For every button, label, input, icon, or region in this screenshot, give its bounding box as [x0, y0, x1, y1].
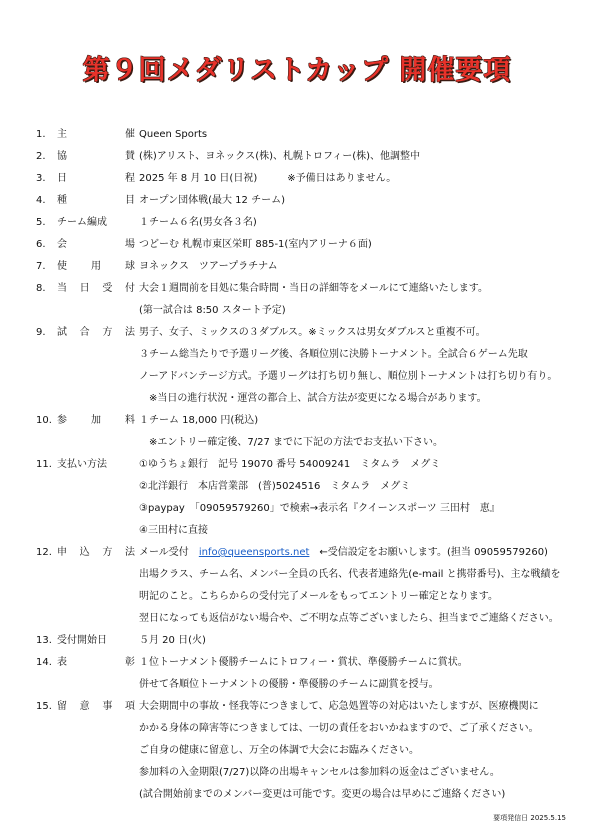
item-line [0, 632, 594, 654]
item-label-part: 込 [79, 547, 90, 558]
item-5 [0, 214, 594, 236]
item-line [0, 412, 594, 434]
item-line [0, 478, 594, 500]
issue-date: 要項発信日 2025.5.15 [493, 814, 566, 822]
item-number: 14. [36, 657, 52, 668]
item-label [57, 192, 135, 209]
item-label [57, 170, 135, 187]
item-line [0, 324, 594, 346]
item-label-part: 付 [124, 283, 135, 294]
item-text: ※エントリー確定後、7/27 までに下記の方法でお支払い下さい。 [139, 437, 444, 448]
item-label-part: 用 [91, 261, 101, 272]
item-text: １位トーナメント優勝チームにトロフィー・賞状、準優勝チームに賞状。 [139, 657, 468, 668]
item-text: 参加料の入金期限(7/27)以降の出場キャンセルは参加料の返金はございません。 [139, 767, 500, 778]
item-line [0, 522, 594, 544]
item-label [57, 324, 135, 341]
item-text: つどーむ 札幌市東区栄町 885-1(室内アリーナ６面) [139, 239, 372, 250]
item-text: 2025 年 8 月 10 日(日祝) ※予備日はありません。 [139, 173, 397, 184]
item-line [0, 236, 594, 258]
item-label [57, 258, 135, 275]
item-label-part: 当 [57, 283, 67, 294]
item-number: 10. [36, 415, 52, 426]
item-text: 翌日になっても返信がない場合や、ご不明な点等ございましたら、担当までご連絡ください。 [139, 613, 559, 624]
item-label [57, 654, 135, 671]
item-line [0, 676, 594, 698]
item-9 [0, 324, 594, 412]
item-1 [0, 126, 594, 148]
item-text: ※当日の進行状況・運営の都合上、試合方法が変更になる場合があります。 [139, 393, 487, 404]
item-text: ご自身の健康に留意し、万全の体調で大会にお臨みください。 [139, 745, 419, 756]
item-line [0, 280, 594, 302]
item-text: ④三田村に直接 [139, 525, 208, 536]
item-12 [0, 544, 594, 632]
item-line [0, 588, 594, 610]
item-label-part: 日 [79, 283, 90, 294]
item-text: Queen Sports [139, 129, 208, 140]
item-14 [0, 654, 594, 698]
item-text: (試合開始前までのメンバー変更は可能です。変更の場合は早めにご連絡ください) [139, 789, 506, 800]
item-line [0, 390, 594, 412]
item-number: 6. [36, 239, 46, 250]
item-label-part: 受 [102, 283, 113, 294]
item-text: ５月 20 日(火) [139, 635, 206, 646]
item-label [57, 214, 135, 231]
item-label [57, 544, 135, 561]
item-label-part: 球 [125, 261, 135, 272]
item-line [0, 434, 594, 456]
item-line [0, 148, 594, 170]
page-title: 第９回メダリストカップ 開催要項 [82, 55, 512, 86]
item-label-part: 方 [102, 547, 113, 558]
item-text: (第一試合は 8:50 スタート予定) [139, 305, 286, 316]
item-3 [0, 170, 594, 192]
item-text: 出場クラス、チーム名、メンバー全員の氏名、代表者連絡先(e-mail と携帯番号)、主な戦績を [139, 569, 561, 580]
item-line [0, 610, 594, 632]
item-line [0, 720, 594, 742]
item-8 [0, 280, 594, 324]
item-number: 5. [36, 217, 46, 228]
item-line [0, 654, 594, 676]
item-label [57, 412, 135, 429]
item-15 [0, 698, 594, 808]
item-text: ①ゆうちょ銀行 記号 19070 番号 54009241 ミタムラ メグミ [139, 459, 441, 470]
item-number: 9. [36, 327, 46, 338]
item-label-part: 事 [102, 701, 113, 712]
item-label [57, 126, 135, 143]
item-label-part: 方 [102, 327, 113, 338]
item-text: ②北洋銀行 本店営業部 (普)5024516 ミタムラ メグミ [139, 481, 411, 492]
email-prefix: メール受付 [139, 547, 199, 558]
item-label-part: 賛 [125, 151, 135, 162]
item-text: ノーアドバンテージ方式。予選リーグは打ち切り無し、順位別トーナメントは打ち切り有り。 [139, 371, 558, 382]
item-line [0, 214, 594, 236]
item-text [139, 544, 548, 561]
item-line [0, 456, 594, 478]
item-label-part: 支払い方法 [57, 459, 107, 470]
item-label-part: 日 [57, 173, 67, 184]
item-label [57, 148, 135, 165]
item-label [57, 236, 135, 253]
item-label-part: 受付開始日 [57, 635, 107, 646]
item-label-part: 彰 [125, 657, 135, 668]
item-label-part: 参 [57, 415, 67, 426]
item-label-part: 種 [57, 195, 67, 206]
item-label-part: 法 [124, 547, 135, 558]
item-label [57, 698, 135, 715]
item-13 [0, 632, 594, 654]
item-line [0, 368, 594, 390]
item-label-part: 主 [57, 129, 67, 140]
item-label-part: 申 [57, 547, 67, 558]
item-label-part: 留 [57, 701, 67, 712]
item-text: 併せて各順位トーナメントの優勝・準優勝のチームに副賞を授与。 [139, 679, 439, 690]
item-line [0, 170, 594, 192]
item-number: 11. [36, 459, 52, 470]
item-number: 15. [36, 701, 52, 712]
item-label-part: 場 [125, 239, 135, 250]
item-number: 1. [36, 129, 46, 140]
item-label [57, 456, 135, 473]
item-text: ３チーム総当たりで予選リーグ後、各順位別に決勝トーナメント。全試合６ゲーム先取 [139, 349, 528, 360]
item-text: ヨネックス ツアープラチナム [139, 261, 278, 272]
email-link[interactable]: info@queensports.net [198, 547, 310, 558]
item-line [0, 192, 594, 214]
item-label-part: 程 [125, 173, 135, 184]
item-line [0, 566, 594, 588]
item-line [0, 764, 594, 786]
item-number: 13. [36, 635, 52, 646]
item-6 [0, 236, 594, 258]
item-text: 大会期間中の事故・怪我等につきまして、応急処置等の対応はいたしますが、医療機関に [139, 701, 539, 712]
item-label-part: 試 [57, 327, 67, 338]
item-2 [0, 148, 594, 170]
item-list [0, 126, 594, 808]
item-line [0, 126, 594, 148]
item-text: 男子、女子、ミックスの３ダブルス。※ミックスは男女ダブルスと重複不可。 [139, 327, 486, 338]
item-label [57, 632, 135, 649]
item-line [0, 786, 594, 808]
item-text: (株)アリスト、ヨネックス(株)、札幌トロフィー(株)、他調整中 [139, 151, 421, 162]
item-line [0, 346, 594, 368]
item-text: 大会１週間前を目処に集合時間・当日の詳細等をメールにて連絡いたします。 [139, 283, 488, 294]
item-line [0, 500, 594, 522]
item-11 [0, 456, 594, 544]
item-line [0, 544, 594, 566]
item-text: オープン団体戦(最大 12 チーム) [139, 195, 285, 206]
item-label-part: 意 [79, 701, 90, 712]
item-text: ③paypay 「09059579260」で検索→表示名『クイーンスポーツ 三田村 恵』 [139, 503, 500, 514]
item-text: １チーム６名(男女各３名) [139, 217, 257, 228]
item-number: 7. [36, 261, 46, 272]
item-label-part: 項 [124, 701, 135, 712]
item-number: 8. [36, 283, 46, 294]
item-number: 12. [36, 547, 52, 558]
item-label-part: 表 [57, 657, 67, 668]
item-label-part: 料 [125, 415, 135, 426]
item-number: 2. [36, 151, 46, 162]
item-label-part: 目 [125, 195, 135, 206]
item-label-part: 法 [124, 327, 135, 338]
item-number: 4. [36, 195, 46, 206]
item-line [0, 742, 594, 764]
item-4 [0, 192, 594, 214]
item-line [0, 302, 594, 324]
item-label-part: 使 [57, 261, 67, 272]
item-text: １チーム 18,000 円(税込) [139, 415, 259, 426]
email-suffix: ←受信設定をお願いします。(担当 09059579260) [309, 547, 548, 558]
item-label [57, 280, 135, 297]
item-line [0, 258, 594, 280]
item-10 [0, 412, 594, 456]
item-label-part: 催 [125, 129, 135, 140]
item-label-part: 加 [91, 415, 101, 426]
item-label-part: 合 [79, 327, 90, 338]
item-label-part: 協 [57, 151, 67, 162]
item-label-part: 会 [57, 239, 67, 250]
item-line [0, 698, 594, 720]
item-text: かかる身体の障害等につきましては、一切の責任をおいかねますので、ご了承ください。 [139, 723, 539, 734]
item-label-part: チーム編成 [57, 217, 107, 228]
item-7 [0, 258, 594, 280]
item-number: 3. [36, 173, 46, 184]
item-text: 明記のこと。こちらからの受付完了メールをもってエントリー確定となります。 [139, 591, 498, 602]
